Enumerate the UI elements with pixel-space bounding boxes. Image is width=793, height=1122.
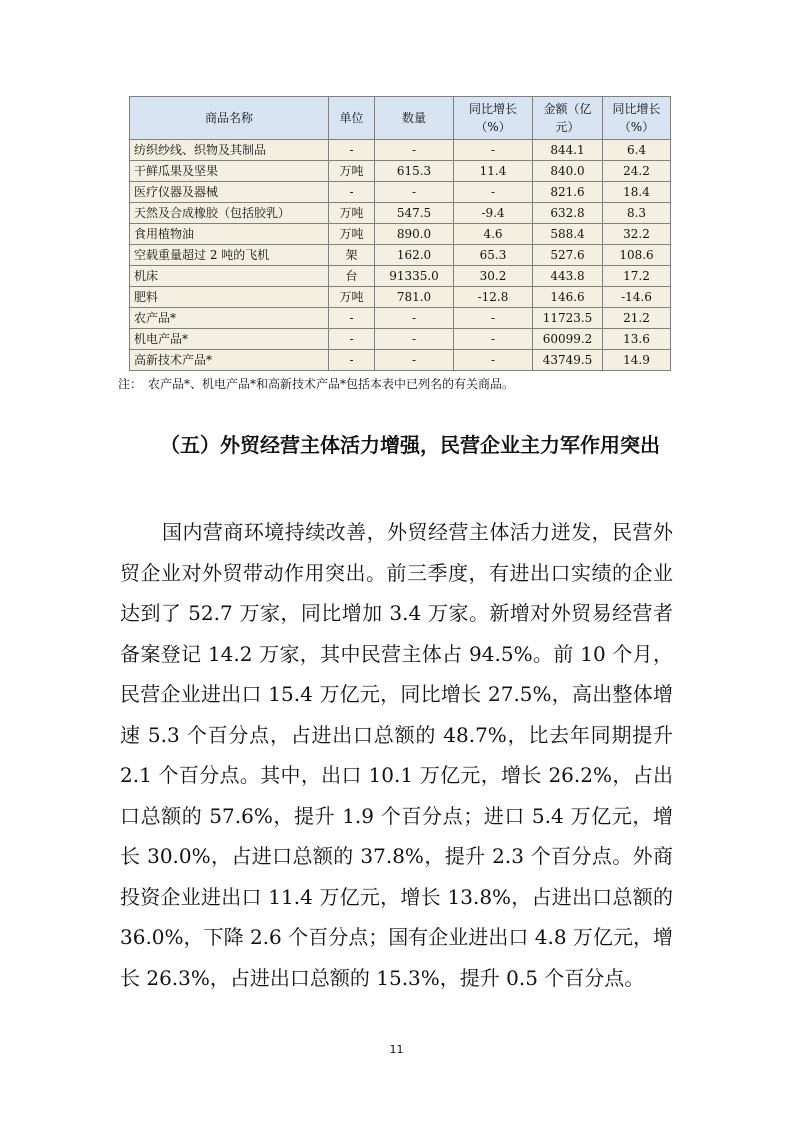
cell-amount-growth: 17.2 <box>603 266 671 287</box>
cell-quantity-growth: 65.3 <box>454 245 533 266</box>
cell-amount: 844.1 <box>533 140 603 161</box>
cell-quantity: 615.3 <box>375 161 454 182</box>
header-amount: 金额（亿元） <box>533 97 603 140</box>
cell-name: 干鲜瓜果及坚果 <box>130 161 329 182</box>
cell-amount-growth: 24.2 <box>603 161 671 182</box>
table-row <box>130 287 671 308</box>
cell-quantity: - <box>375 140 454 161</box>
cell-amount: 840.0 <box>533 161 603 182</box>
header-unit: 单位 <box>329 97 375 140</box>
cell-quantity: 547.5 <box>375 203 454 224</box>
cell-unit: 架 <box>329 245 375 266</box>
cell-quantity-growth: 30.2 <box>454 266 533 287</box>
cell-quantity: - <box>375 350 454 371</box>
cell-unit: 万吨 <box>329 161 375 182</box>
cell-amount-growth: -14.6 <box>603 287 671 308</box>
cell-unit: - <box>329 308 375 329</box>
cell-name: 高新技术产品* <box>130 350 329 371</box>
cell-quantity-growth: 4.6 <box>454 224 533 245</box>
cell-amount-growth: 108.6 <box>603 245 671 266</box>
cell-quantity-growth: - <box>454 140 533 161</box>
cell-quantity: 162.0 <box>375 245 454 266</box>
cell-quantity: - <box>375 182 454 203</box>
table-row <box>130 329 671 350</box>
goods-table <box>129 96 671 371</box>
table-note: 注： 农产品*、机电产品*和高新技术产品*包括本表中已列名的有关商品。 <box>118 377 515 391</box>
cell-amount-growth: 13.6 <box>603 329 671 350</box>
table-row <box>130 140 671 161</box>
cell-unit: - <box>329 140 375 161</box>
cell-name: 医疗仪器及器械 <box>130 182 329 203</box>
cell-unit: 台 <box>329 266 375 287</box>
cell-quantity: 91335.0 <box>375 266 454 287</box>
cell-quantity-growth: - <box>454 182 533 203</box>
cell-amount: 146.6 <box>533 287 603 308</box>
cell-quantity-growth: -12.8 <box>454 287 533 308</box>
cell-name: 机电产品* <box>130 329 329 350</box>
cell-name: 天然及合成橡胶（包括胶乳） <box>130 203 329 224</box>
section-heading: （五）外贸经营主体活力增强，民营企业主力军作用突出 <box>160 433 660 457</box>
cell-name: 农产品* <box>130 308 329 329</box>
cell-quantity-growth: 11.4 <box>454 161 533 182</box>
cell-amount: 443.8 <box>533 266 603 287</box>
cell-unit: - <box>329 182 375 203</box>
cell-quantity-growth: -9.4 <box>454 203 533 224</box>
cell-unit: 万吨 <box>329 287 375 308</box>
page-number: 11 <box>389 1043 404 1056</box>
cell-name: 纺织纱线、织物及其制品 <box>130 140 329 161</box>
table-row <box>130 350 671 371</box>
cell-amount: 821.6 <box>533 182 603 203</box>
cell-amount-growth: 32.2 <box>603 224 671 245</box>
cell-amount: 588.4 <box>533 224 603 245</box>
cell-amount: 43749.5 <box>533 350 603 371</box>
cell-amount-growth: 6.4 <box>603 140 671 161</box>
cell-amount-growth: 14.9 <box>603 350 671 371</box>
cell-amount: 527.6 <box>533 245 603 266</box>
table-row <box>130 203 671 224</box>
cell-name: 肥料 <box>130 287 329 308</box>
cell-name: 食用植物油 <box>130 224 329 245</box>
cell-quantity-growth: - <box>454 329 533 350</box>
body-paragraph: 国内营商环境持续改善，外贸经营主体活力迸发，民营外贸企业对外贸带动作用突出。前三季度，有进出口实绩的企业达到了 52.7 万家，同比增加 3.4 万家。新增对外贸易经营者备案登记 14.2 万家，其中民营主体占 94.5%。前 10 个月，民营企业进出口 15.4 万亿元，同比增长 27.5%，高出整体增速 5.3 个百分点，占进出口总额的 48.7%，比去年同期提升 2.1 个百分点。其中，出口 10.1 万亿元，增长 26.2%，占出口总额的 57.6%，提升 1.9 个百分点；进口 5.4 万亿元，增长 30.0%，占进口总额的 37.8%，提升 2.3 个百分点。外商投资企业进出口 11.4 万亿元，增长 13.8%，占进出口总额的 36.0%，下降 2.6 个百分点；国有企业进出口 4.8 万亿元，增长 26.3%，占进出口总额的 15.3%，提升 0.5 个百分点。 <box>120 520 673 990</box>
cell-name: 空载重量超过 2 吨的飞机 <box>130 245 329 266</box>
cell-amount-growth: 8.3 <box>603 203 671 224</box>
cell-amount: 11723.5 <box>533 308 603 329</box>
header-quantity-growth: 同比增长（%） <box>454 97 533 140</box>
cell-quantity: 781.0 <box>375 287 454 308</box>
table-header-row <box>130 97 671 140</box>
table-row <box>130 224 671 245</box>
cell-quantity-growth: - <box>454 350 533 371</box>
cell-quantity: - <box>375 329 454 350</box>
cell-amount-growth: 18.4 <box>603 182 671 203</box>
table-row <box>130 266 671 287</box>
table-row <box>130 245 671 266</box>
cell-unit: - <box>329 329 375 350</box>
cell-unit: - <box>329 350 375 371</box>
table-row <box>130 161 671 182</box>
cell-amount: 632.8 <box>533 203 603 224</box>
cell-unit: 万吨 <box>329 224 375 245</box>
cell-quantity: - <box>375 308 454 329</box>
cell-quantity: 890.0 <box>375 224 454 245</box>
table-row <box>130 308 671 329</box>
cell-amount: 60099.2 <box>533 329 603 350</box>
header-name: 商品名称 <box>130 97 329 140</box>
header-quantity: 数量 <box>375 97 454 140</box>
cell-unit: 万吨 <box>329 203 375 224</box>
cell-quantity-growth: - <box>454 308 533 329</box>
header-amount-growth: 同比增长（%） <box>603 97 671 140</box>
cell-amount-growth: 21.2 <box>603 308 671 329</box>
cell-name: 机床 <box>130 266 329 287</box>
table-row <box>130 182 671 203</box>
